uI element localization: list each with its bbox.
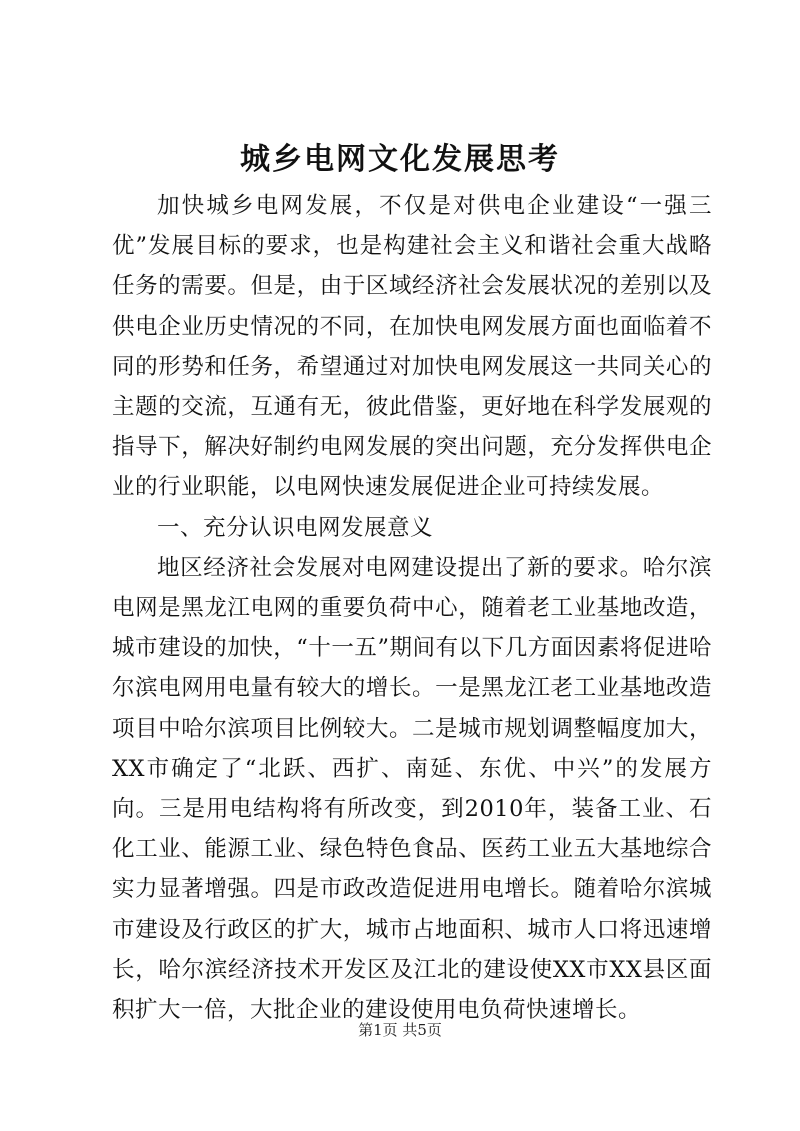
intro-paragraph: 加快城乡电网发展，不仅是对供电企业建设“一强三优”发展目标的要求，也是构建社会主义和谐社会重大战略任务的需要。但是，由于区域经济社会发展状况的差别以及供电企业历史情况的不同，在加快电网发展方面也面临着不同的形势和任务，希望通过对加快电网发展这一共同关心的主题的交流，互通有无，彼此借鉴，更好地在科学发展观的指导下，解决好制约电网发展的突出问题，充分发挥供电企业的行业职能，以电网快速发展促进企业可持续发展。 — [112, 193, 712, 501]
section-heading: 一、充分认识电网发展意义 — [157, 514, 434, 541]
document-title: 城乡电网文化发展思考 — [240, 142, 560, 177]
document-body — [112, 186, 712, 1030]
page-footer: 第1页 共5页 — [358, 1021, 442, 1039]
body-paragraph: 地区经济社会发展对电网建设提出了新的要求。哈尔滨电网是黑龙江电网的重要负荷中心，随着老工业基地改造，城市建设的加快，“十一五”期间有以下几方面因素将促进哈尔滨电网用电量有较大的增长。一是黑龙江老工业基地改造项目中哈尔滨项目比例较大。二是城市规划调整幅度加大，XX市确定了“北跃、西扩、南延、东优、中兴”的发展方向。三是用电结构将有所改变，到2010年，装备工业、石化工业、能源工业、绿色特色食品、医药工业五大基地综合实力显著增强。四是市政改造促进用电增长。随着哈尔滨城市建设及行政区的扩大，城市占地面积、城市人口将迅速增长，哈尔滨经济技术开发区及江北的建设使XX市XX县区面积扩大一倍，大批企业的建设使用电负荷快速增长。 — [112, 554, 712, 1024]
